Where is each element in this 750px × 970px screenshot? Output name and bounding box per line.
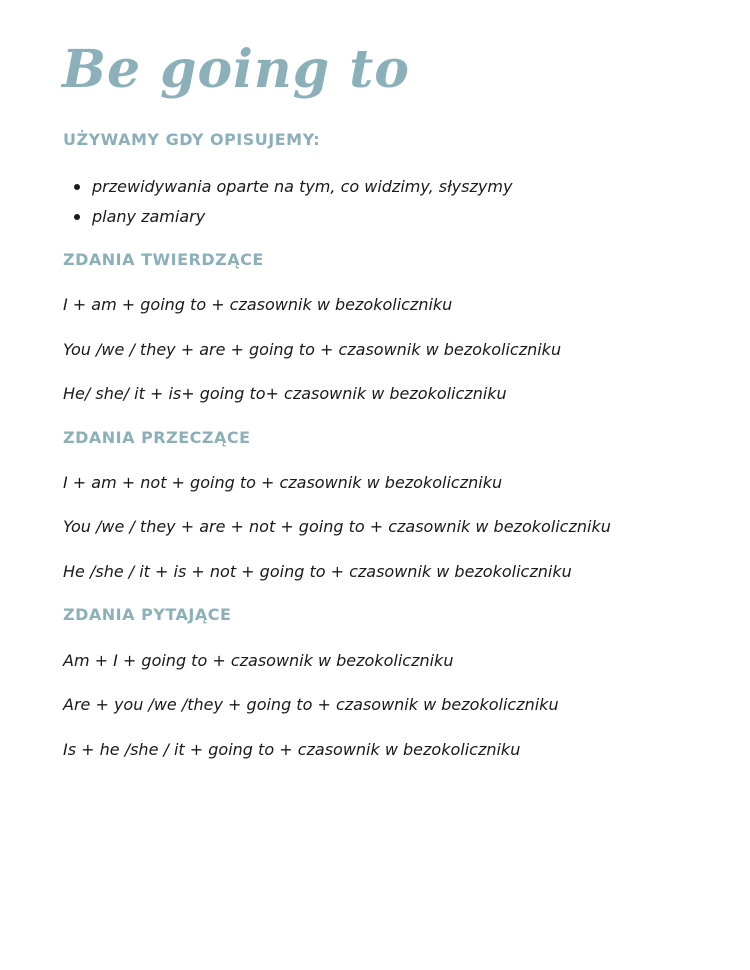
affirmative-rule: He/ she/ it + is+ going to+ czasownik w bezokoliczniku bbox=[63, 384, 507, 403]
negative-rule: He /she / it + is + not + going to + czasownik w bezokoliczniku bbox=[63, 562, 572, 581]
usage-heading: UŻYWAMY GDY OPISUJEMY: bbox=[63, 130, 321, 149]
list-item-text: przewidywania oparte na tym, co widzimy, słyszymy bbox=[92, 177, 513, 196]
interrogative-rule: Am + I + going to + czasownik w bezokoliczniku bbox=[63, 651, 454, 670]
affirmative-rule: I + am + going to + czasownik w bezokoliczniku bbox=[63, 295, 453, 314]
list-item bbox=[72, 172, 512, 202]
negative-heading: ZDANIA PRZECZĄCE bbox=[63, 428, 251, 447]
usage-list bbox=[72, 172, 512, 232]
affirmative-heading: ZDANIA TWIERDZĄCE bbox=[63, 250, 264, 269]
negative-rule: I + am + not + going to + czasownik w bezokoliczniku bbox=[63, 473, 503, 492]
bullet-icon bbox=[74, 184, 80, 190]
interrogative-heading: ZDANIA PYTAJĄCE bbox=[63, 605, 232, 624]
bullet-icon bbox=[74, 214, 80, 220]
negative-rule: You /we / they + are + not + going to + czasownik w bezokoliczniku bbox=[63, 517, 611, 536]
list-item-text: plany zamiary bbox=[92, 207, 206, 226]
page-title: Be going to bbox=[62, 39, 410, 100]
list-item bbox=[72, 202, 512, 232]
interrogative-rule: Are + you /we /they + going to + czasownik w bezokoliczniku bbox=[63, 695, 559, 714]
interrogative-rule: Is + he /she / it + going to + czasownik w bezokoliczniku bbox=[63, 740, 521, 759]
affirmative-rule: You /we / they + are + going to + czasownik w bezokoliczniku bbox=[63, 340, 562, 359]
